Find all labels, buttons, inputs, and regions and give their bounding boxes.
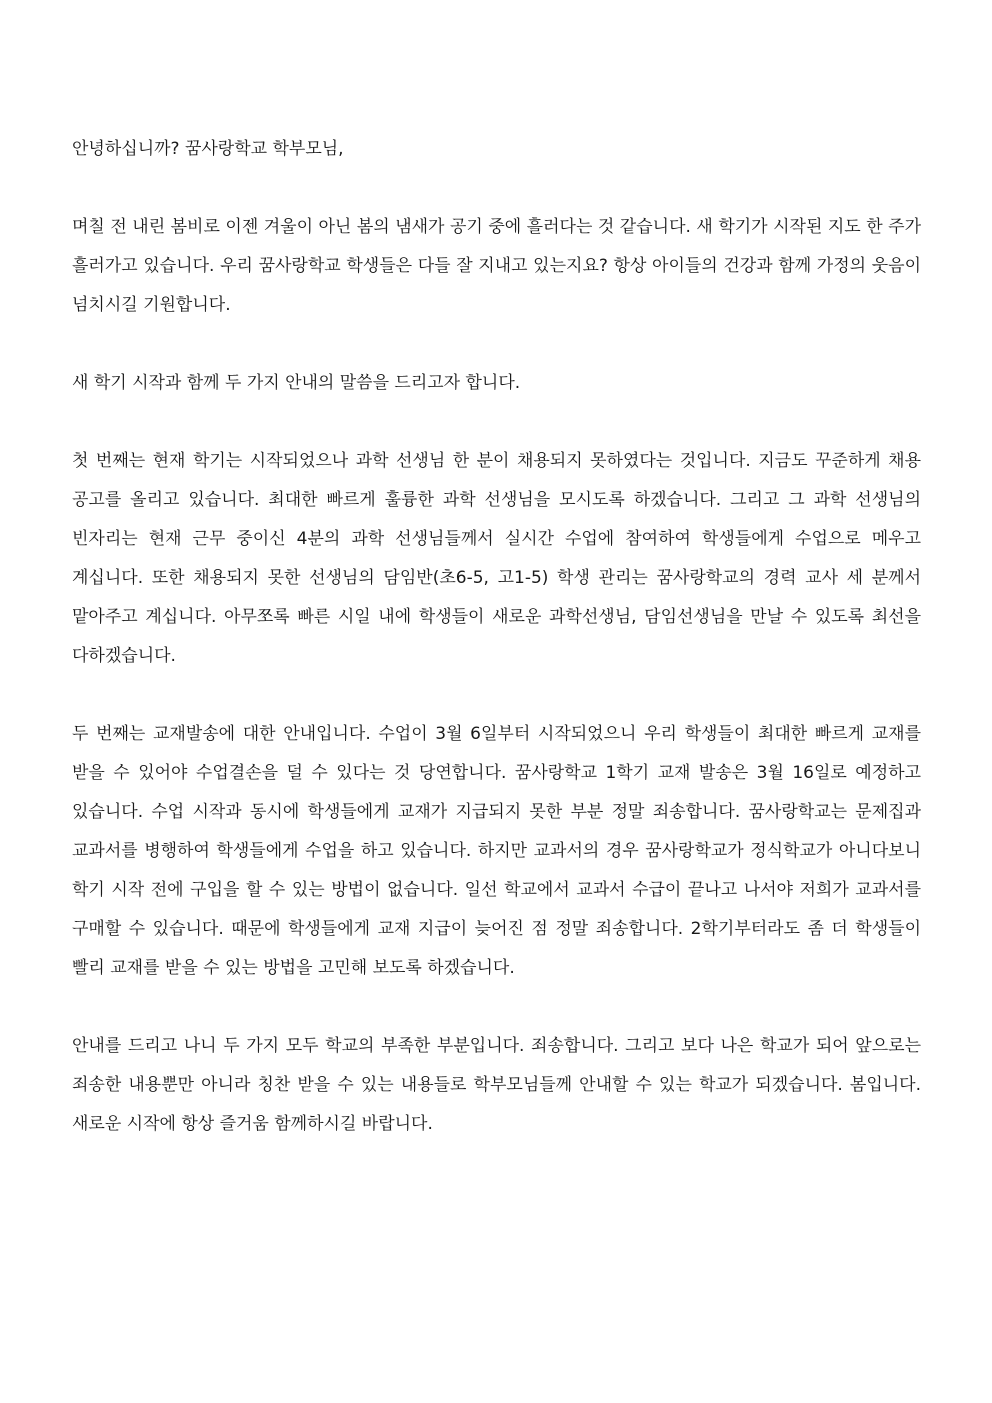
paragraph-closing: 안내를 드리고 나니 두 가지 모두 학교의 부족한 부분입니다. 죄송합니다. 그리고 보다 나은 학교가 되어 앞으로는 죄송한 내용뿐만 아니라 칭찬 받을 수 있는 내용들로 학부모님들께 안내할 수 있는 학교가 되겠습니다. 봄입니다. 새로운 시작에 항상 즐거움 함께하시길 바랍니다. bbox=[72, 1036, 921, 1134]
paragraph-textbook-delivery: 두 번째는 교재발송에 대한 안내입니다. 수업이 3월 6일부터 시작되었으니 우리 학생들이 최대한 빠르게 교재를 받을 수 있어야 수업결손을 덜 수 있다는 것 당연합니다. 꿈사랑학교 1학기 교재 발송은 3월 16일로 예정하고 있습니다. 수업 시작과 동시에 학생들에게 교재가 지급되지 못한 부분 정말 죄송합니다. 꿈사랑학교는 문제집과 교과서를 병행하여 학생들에게 수업을 하고 있습니다. 하지만 교과서의 경우 꿈사랑학교가 정식학교가 아니다보니 학기 시작 전에 구입을 할 수 있는 방법이 없습니다. 일선 학교에서 교과서 수급이 끝나고 나서야 저희가 교과서를 구매할 수 있습니다. 때문에 학생들에게 교재 지급이 늦어진 점 정말 죄송합니다. 2학기부터라도 좀 더 학생들이 빨리 교재를 받을 수 있는 방법을 고민해 보도록 하겠습니다. bbox=[72, 724, 921, 978]
paragraph-spring-greeting: 며칠 전 내린 봄비로 이젠 겨울이 아닌 봄의 냄새가 공기 중에 흘러다는 것 같습니다. 새 학기가 시작된 지도 한 주가 흘러가고 있습니다. 우리 꿈사랑학교 학생들은 다들 잘 지내고 있는지요? 항상 아이들의 건강과 함께 가정의 웃음이 넘치시길 기원합니다. bbox=[72, 217, 921, 315]
letter-body bbox=[72, 130, 921, 1144]
greeting: 안녕하십니까? 꿈사랑학교 학부모님, bbox=[72, 139, 344, 159]
paragraph-science-teacher: 첫 번째는 현재 학기는 시작되었으나 과학 선생님 한 분이 채용되지 못하였다는 것입니다. 지금도 꾸준하게 채용 공고를 올리고 있습니다. 최대한 빠르게 훌륭한 과학 선생님을 모시도록 하겠습니다. 그리고 그 과학 선생님의 빈자리는 현재 근무 중이신 4분의 과학 선생님들께서 실시간 수업에 참여하여 학생들에게 수업으로 메우고 계십니다. 또한 채용되지 못한 선생님의 담임반(초6-5, 고1-5) 학생 관리는 꿈사랑학교의 경력 교사 세 분께서 맡아주고 계십니다. 아무쪼록 빠른 시일 내에 학생들이 새로운 과학선생님, 담임선생님을 만날 수 있도록 최선을 다하겠습니다. bbox=[72, 451, 921, 666]
paragraph-intro: 새 학기 시작과 함께 두 가지 안내의 말씀을 드리고자 합니다. bbox=[72, 373, 521, 393]
